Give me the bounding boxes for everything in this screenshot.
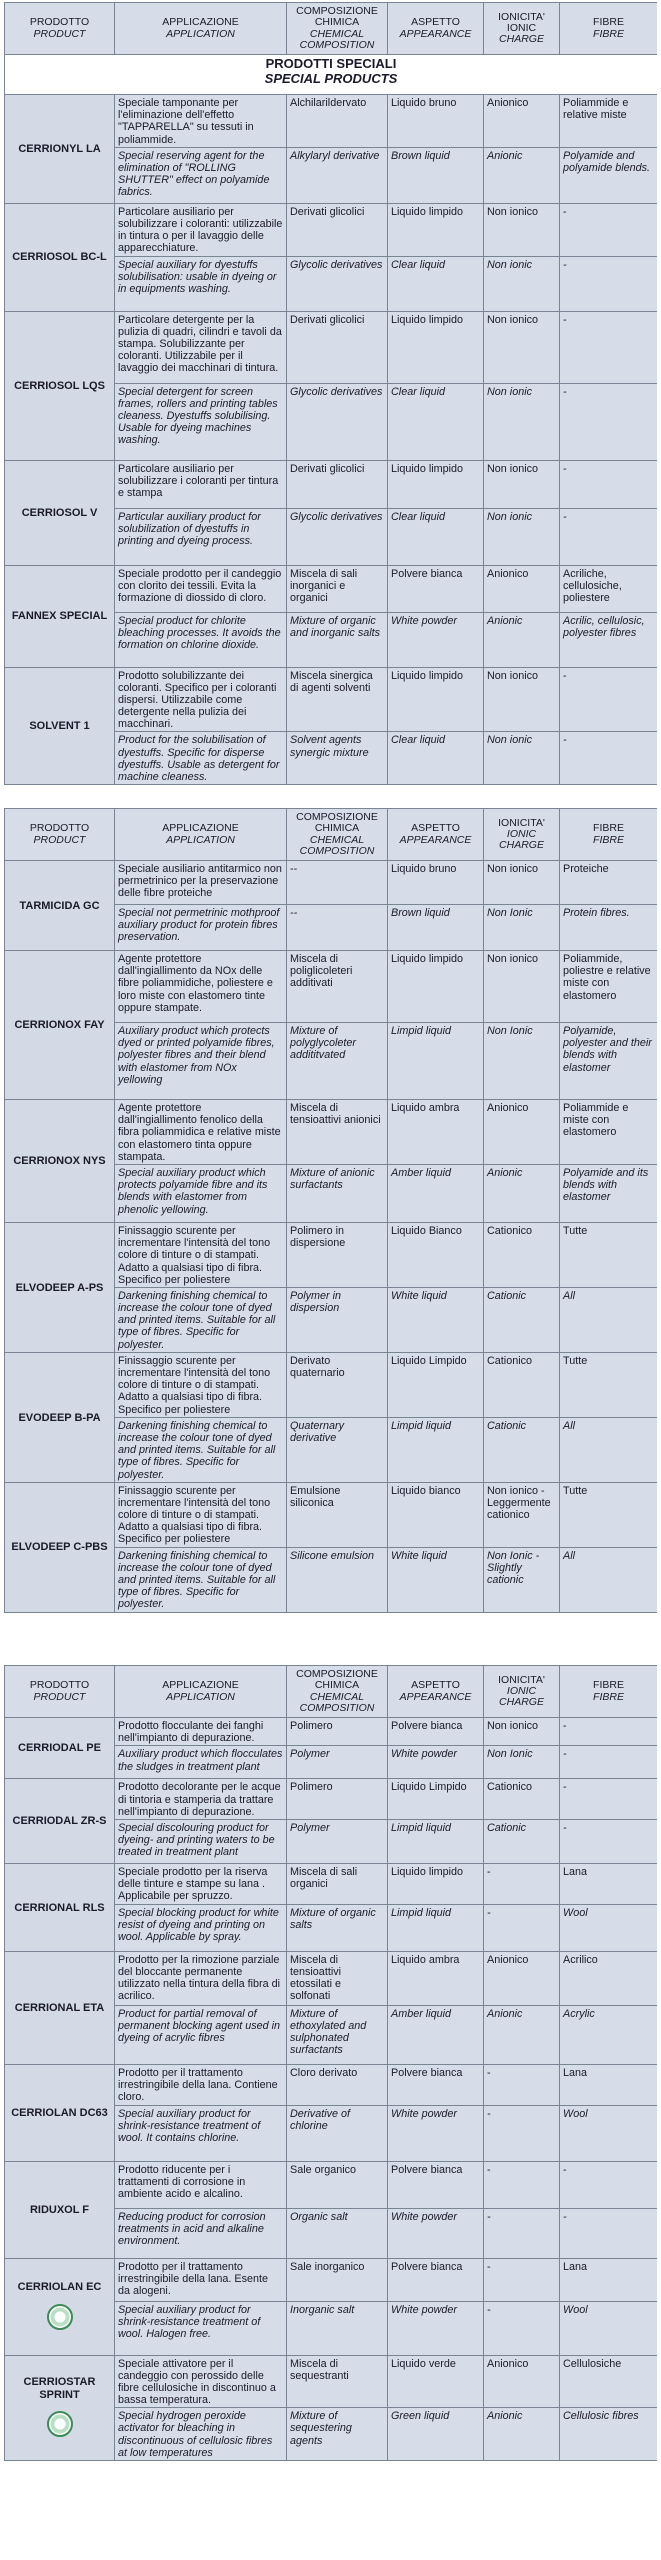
appearance-it: Liquido limpido [388, 951, 484, 1023]
header-appearance: ASPETTO APPEARANCE [388, 3, 484, 55]
composition-en: Derivative of chlorine [287, 2105, 388, 2161]
table-row [5, 1863, 658, 1904]
appearance-it: Polvere bianca [388, 565, 484, 612]
charge-en: Non Ionic [484, 1746, 560, 1779]
charge-en: - [484, 2105, 560, 2161]
application-it: Speciale ausiliario antitarmico non permetrinico per la preservazione delle fibre proteiche [115, 861, 287, 905]
product-name [5, 1352, 115, 1482]
header-product: PRODOTTO PRODUCT [5, 3, 115, 55]
charge-en: Non Ionic [484, 905, 560, 951]
product-name [5, 1718, 115, 1779]
charge-it: Cationico [484, 1222, 560, 1287]
fibres-en: Wool [560, 2301, 658, 2355]
fibres-it: Acriliche, cellulosiche, poliestere [560, 565, 658, 612]
charge-it: Anionico [484, 565, 560, 612]
application-it: Agente protettore dall'ingiallimento da NOx delle fibre poliammidiche, poliestere e loro miste con elastomero tinte oppure stampate. [115, 951, 287, 1023]
charge-it: Non ionico [484, 861, 560, 905]
application-en: Special product for chlorite bleaching processes. It avoids the formation on chlorine dioxide. [115, 612, 287, 667]
charge-it: Non ionico [484, 311, 560, 383]
table-row [5, 951, 658, 1023]
product-name-text: CERRIONYL LA [18, 143, 101, 156]
appearance-en: White powder [388, 612, 484, 667]
product-name-text: ELVODEEP C-PBS [11, 1541, 108, 1554]
application-it: Speciale prodotto per la riserva delle tinture e stampe su lana . Applicabile per spruzzo. [115, 1863, 287, 1904]
appearance-it: Liquido bianco [388, 1482, 484, 1547]
fibres-it: - [560, 460, 658, 508]
header-fibres: FIBRE FIBRE [560, 1666, 658, 1718]
composition-en: Mixture of polyglycoleter addititvated [287, 1023, 388, 1100]
product-name [5, 203, 115, 311]
appearance-en: Green liquid [388, 2408, 484, 2461]
fibres-it: Poliammide, poliestre e relative miste con elastomero [560, 951, 658, 1023]
product-name [5, 951, 115, 1100]
application-en: Darkening finishing chemical to increase the colour tone of dyed and printed items. Suitable for all type of fibres. Specific for polyester. [115, 1417, 287, 1482]
product-name-text: EVODEEP B-PA [18, 1411, 101, 1424]
appearance-en: White powder [388, 2208, 484, 2258]
appearance-en: Clear liquid [388, 256, 484, 311]
table-block-special-products [4, 2, 657, 808]
composition-en: Glycolic derivatives [287, 508, 388, 565]
charge-en: Cationic [484, 1417, 560, 1482]
application-it: Speciale tamponante per l'eliminazione dell'effetto "TAPPARELLA" su tessuti in poliammide. [115, 95, 287, 148]
fibres-it: Tutte [560, 1222, 658, 1287]
application-en: Darkening finishing chemical to increase the colour tone of dyed and printed items. Suitable for all type of fibres. Specific for polyester. [115, 1547, 287, 1612]
fibres-en: Acrylic [560, 2005, 658, 2064]
composition-en: Polymer in dispersion [287, 1287, 388, 1352]
table-row [5, 667, 658, 732]
product-name-text: CERRIOSOL LQS [14, 379, 105, 392]
appearance-en: Brown liquid [388, 905, 484, 951]
product-name [5, 460, 115, 565]
appearance-en: Amber liquid [388, 2005, 484, 2064]
products-table [4, 2, 657, 785]
fibres-en: - [560, 2208, 658, 2258]
charge-en: Anionic [484, 612, 560, 667]
composition-en: Polymer [287, 1746, 388, 1779]
product-name [5, 2258, 115, 2355]
product-name-text: CERRIOSOL V [21, 506, 98, 519]
composition-it: Miscela di poliglicoleteri additivati [287, 951, 388, 1023]
application-en: Product for the solubilisation of dyestuffs. Specific for disperse dyestuffs. Usable as detergent for machine cleaness. [115, 732, 287, 785]
header-fibres: FIBRE FIBRE [560, 809, 658, 861]
appearance-it: Liquido limpido [388, 667, 484, 732]
application-it: Prodotto per il trattamento irrestringibile della lana. Esente da alogeni. [115, 2258, 287, 2301]
charge-it: Anionico [484, 1951, 560, 2005]
table-header-row [5, 809, 658, 861]
header-composition: COMPOSIZIONE CHIMICA CHEMICAL COMPOSITION [287, 3, 388, 55]
appearance-en: White powder [388, 2301, 484, 2355]
table-row [5, 460, 658, 508]
fibres-it: - [560, 203, 658, 256]
fibres-en: Polyamide, polyester and their blends with elastomer [560, 1023, 658, 1100]
composition-en: Mixture of organic salts [287, 1904, 388, 1951]
product-name [5, 1863, 115, 1951]
charge-en: - [484, 2208, 560, 2258]
charge-en: Cationic [484, 1287, 560, 1352]
composition-en: Solvent agents synergic mixture [287, 732, 388, 785]
appearance-en: White powder [388, 2105, 484, 2161]
application-en: Darkening finishing chemical to increase the colour tone of dyed and printed items. Suitable for all type of fibres. Specific for polyester. [115, 1287, 287, 1352]
product-name [5, 2161, 115, 2258]
charge-en: Anionic [484, 2408, 560, 2461]
application-it: Finissaggio scurente per incrementare l'intensità del tono colore di tinture o di stampati. Adatto a qualsiasi tipo di fibra. Specifico per poliestere [115, 1222, 287, 1287]
table-block-2 [4, 808, 657, 1655]
application-it: Prodotto decolorante per le acque di tintoria e stamperia da trattare nell'impianto di depurazione. [115, 1779, 287, 1820]
table-row [5, 1222, 658, 1287]
application-en: Reducing product for corrosion treatments in acid and alkaline environment. [115, 2208, 287, 2258]
application-en: Special auxiliary product for shrink-resistance treatment of wool. It contains chlorine. [115, 2105, 287, 2161]
appearance-en: Limpid liquid [388, 1819, 484, 1863]
composition-it: Derivato quaternario [287, 1352, 388, 1417]
fibres-it: - [560, 667, 658, 732]
fibres-it: Poliammide e relative miste [560, 95, 658, 148]
products-table-3 [4, 1665, 657, 2461]
product-name-text: CERRIOLAN DC63 [11, 2106, 108, 2119]
composition-en: Polymer [287, 1819, 388, 1863]
fibres-en: Acrilic, cellulosic, polyester fibres [560, 612, 658, 667]
composition-en: Quaternary derivative [287, 1417, 388, 1482]
product-name [5, 1951, 115, 2064]
composition-en: Glycolic derivatives [287, 383, 388, 460]
composition-it: Miscela di tensioattivi anionici [287, 1100, 388, 1165]
application-en: Auxiliary product which protects dyed or printed polyamide fibres, polyester fibres and their blend with elastomer from NOx yellowing [115, 1023, 287, 1100]
composition-en: Silicone emulsion [287, 1547, 388, 1612]
fibres-it: Lana [560, 1863, 658, 1904]
charge-en: Anionic [484, 2005, 560, 2064]
composition-en: Mixture of ethoxylated and sulphonated surfactants [287, 2005, 388, 2064]
table-row [5, 2064, 658, 2105]
composition-it: Polimero [287, 1779, 388, 1820]
table-row [5, 203, 658, 256]
charge-en: Non Ionic - Slightly cationic [484, 1547, 560, 1612]
charge-en: Non ionic [484, 732, 560, 785]
appearance-en: Clear liquid [388, 732, 484, 785]
application-en: Special auxiliary product which protects polyamide fibre and its blends with elastomer from phenolic yellowing. [115, 1164, 287, 1222]
composition-it: Polimero in dispersione [287, 1222, 388, 1287]
appearance-it: Liquido limpido [388, 311, 484, 383]
appearance-en: Amber liquid [388, 1164, 484, 1222]
fibres-it: Cellulosiche [560, 2355, 658, 2408]
fibres-en: Wool [560, 2105, 658, 2161]
application-it: Finissaggio scurente per incrementare l'intensità del tono colore di tinture o di stampati. Adatto a qualsiasi tipo di fibra. Specifico per poliestere [115, 1352, 287, 1417]
charge-en: Anionic [484, 1164, 560, 1222]
product-name [5, 667, 115, 785]
composition-it: Miscela di sali inorganici e organici [287, 565, 388, 612]
table-row [5, 2355, 658, 2408]
application-it: Prodotto flocculante dei fanghi nell'impianto di depurazione. [115, 1718, 287, 1746]
table-row [5, 861, 658, 905]
charge-en: - [484, 1904, 560, 1951]
product-name [5, 861, 115, 951]
appearance-it: Liquido bruno [388, 861, 484, 905]
composition-en: -- [287, 905, 388, 951]
fibres-en: Cellulosic fibres [560, 2408, 658, 2461]
table-row [5, 1482, 658, 1547]
application-it: Finissaggio scurente per incrementare l'intensità del tono colore di tinture o di stampati. Adatto a qualsiasi tipo di fibra. Specifico per poliestere [115, 1482, 287, 1547]
appearance-it: Polvere bianca [388, 1718, 484, 1746]
table-row [5, 1718, 658, 1746]
application-en: Special not permetrinic mothproof auxiliary product for protein fibres preservation. [115, 905, 287, 951]
header-composition: COMPOSIZIONE CHIMICA CHEMICAL COMPOSITION [287, 809, 388, 861]
product-name-text: FANNEX SPECIAL [11, 610, 108, 623]
charge-it: Non ionico [484, 951, 560, 1023]
table-row [5, 1951, 658, 2005]
appearance-en: Limpid liquid [388, 1904, 484, 1951]
product-name-text: ELVODEEP A-PS [15, 1281, 104, 1294]
charge-en: - [484, 2301, 560, 2355]
charge-it: Non ionico [484, 667, 560, 732]
application-it: Particolare ausiliario per solubilizzare i coloranti: utilizzabile in tintura o per il lavaggio delle apparecchiature. [115, 203, 287, 256]
composition-it: Polimero [287, 1718, 388, 1746]
product-name-text: CERRIOLAN EC [17, 2281, 102, 2294]
table-row [5, 2161, 658, 2208]
header-product: PRODOTTO PRODUCT [5, 809, 115, 861]
product-name [5, 1100, 115, 1223]
appearance-it: Liquido Bianco [388, 1222, 484, 1287]
application-en: Special reserving agent for the elimination of "ROLLING SHUTTER" effect on polyamide fabrics. [115, 147, 287, 203]
products-table-2 [4, 808, 657, 1613]
header-charge: IONICITA' IONIC CHARGE [484, 3, 560, 55]
appearance-it: Polvere bianca [388, 2064, 484, 2105]
application-en: Special auxiliary for dyestuffs solubilisation: usable in dyeing or in equipments washing. [115, 256, 287, 311]
composition-it: Derivati glicolici [287, 203, 388, 256]
application-it: Prodotto riducente per i trattamenti di corrosione in ambiente acido e alcalino. [115, 2161, 287, 2208]
charge-it: - [484, 2258, 560, 2301]
section-title-row [5, 55, 658, 95]
appearance-it: Liquido limpido [388, 203, 484, 256]
charge-en: Non ionic [484, 508, 560, 565]
appearance-en: White liquid [388, 1287, 484, 1352]
header-application: APPLICAZIONE APPLICATION [115, 3, 287, 55]
fibres-en: All [560, 1417, 658, 1482]
composition-en: Mixture of anionic surfactants [287, 1164, 388, 1222]
application-en: Particular auxiliary product for solubilization of dyestuffs in printing and dyeing process. [115, 508, 287, 565]
fibres-it: Poliammide e miste con elastomero [560, 1100, 658, 1165]
product-name [5, 1222, 115, 1352]
fibres-en: Polyamide and polyamide blends. [560, 147, 658, 203]
charge-it: Non ionico [484, 1718, 560, 1746]
charge-it: - [484, 1863, 560, 1904]
composition-en: Organic salt [287, 2208, 388, 2258]
product-name-text: CERRIONAL RLS [14, 1901, 105, 1914]
application-it: Prodotto per la rimozione parziale del bloccante permanente utilizzato nella tintura della fibra di acrilico. [115, 1951, 287, 2005]
product-name-text: SOLVENT 1 [29, 720, 90, 733]
fibres-en: All [560, 1287, 658, 1352]
application-en: Special detergent for screen frames, rollers and printing tables cleaness. Dyestuffs solubilising. Usable for dyeing machines washing. [115, 383, 287, 460]
product-name [5, 565, 115, 667]
header-application: APPLICAZIONE APPLICATION [115, 1666, 287, 1718]
fibres-it: - [560, 1779, 658, 1820]
header-product: PRODOTTO PRODUCT [5, 1666, 115, 1718]
composition-it: Miscela di tensioattivi etossilati e solfonati [287, 1951, 388, 2005]
fibres-en: - [560, 508, 658, 565]
composition-it: Sale inorganico [287, 2258, 388, 2301]
composition-it: Derivati glicolici [287, 460, 388, 508]
appearance-en: Clear liquid [388, 383, 484, 460]
table-row [5, 565, 658, 612]
product-name [5, 95, 115, 204]
table-header-row [5, 1666, 658, 1718]
appearance-it: Polvere bianca [388, 2258, 484, 2301]
charge-en: Cationic [484, 1819, 560, 1863]
product-name-text: RIDUXOL F [29, 2203, 90, 2216]
application-it: Prodotto per il trattamento irrestringibile della lana. Contiene cloro. [115, 2064, 287, 2105]
product-name-text: CERRIOSTAR SPRINT [23, 2376, 96, 2401]
certification-logo-icon [47, 2304, 73, 2330]
charge-it: Cationico [484, 1779, 560, 1820]
application-en: Special hydrogen peroxide activator for bleaching in discontinuous of cellulosic fibres at low temperatures [115, 2408, 287, 2461]
table-row [5, 1779, 658, 1820]
fibres-it: - [560, 311, 658, 383]
product-name-text: CERRIONOX FAY [14, 1019, 105, 1032]
appearance-en: White liquid [388, 1547, 484, 1612]
composition-it: Miscela sinergica di agenti solventi [287, 667, 388, 732]
fibres-en: All [560, 1547, 658, 1612]
appearance-it: Liquido verde [388, 2355, 484, 2408]
section-title: PRODOTTI SPECIALI SPECIAL PRODUCTS [5, 55, 658, 95]
application-en: Product for partial removal of permanent blocking agent used in dyeing of acrylic fibres [115, 2005, 287, 2064]
product-name [5, 1482, 115, 1612]
charge-it: Anionico [484, 95, 560, 148]
composition-en: Mixture of sequestering agents [287, 2408, 388, 2461]
header-fibres: FIBRE FIBRE [560, 3, 658, 55]
product-name-text: CERRIODAL ZR-S [12, 1815, 107, 1828]
header-charge: IONICITA' IONIC CHARGE [484, 1666, 560, 1718]
header-application: APPLICAZIONE APPLICATION [115, 809, 287, 861]
composition-en: Inorganic salt [287, 2301, 388, 2355]
fibres-it: Acrilico [560, 1951, 658, 2005]
table-block-3 [4, 1665, 657, 2558]
table-row [5, 95, 658, 148]
charge-it: Cationico [484, 1352, 560, 1417]
appearance-en: Clear liquid [388, 508, 484, 565]
table-row [5, 1352, 658, 1417]
appearance-it: Liquido Limpido [388, 1779, 484, 1820]
appearance-en: White powder [388, 1746, 484, 1779]
charge-it: - [484, 2064, 560, 2105]
appearance-it: Polvere bianca [388, 2161, 484, 2208]
application-it: Particolare detergente per la pulizia di quadri, cilindri e tavoli da stampa. Solubilizzante per coloranti. Utilizzabile per il lavaggio dei macchinari di tintura. [115, 311, 287, 383]
application-it: Speciale prodotto per il candeggio con clorito dei tessili. Evita la formazione di diossido di cloro. [115, 565, 287, 612]
fibres-it: - [560, 2161, 658, 2208]
table-row [5, 2258, 658, 2301]
fibres-it: Tutte [560, 1482, 658, 1547]
appearance-it: Liquido limpido [388, 1863, 484, 1904]
fibres-en: - [560, 256, 658, 311]
application-it: Agente protettore dall'ingiallimento fenolico della fibra poliammidica e relative miste con elastomero tinta oppure stampata. [115, 1100, 287, 1165]
application-it: Particolare ausiliario per solubilizzare i coloranti per tintura e stampa [115, 460, 287, 508]
fibres-en: - [560, 1746, 658, 1779]
fibres-en: - [560, 732, 658, 785]
fibres-en: - [560, 383, 658, 460]
composition-it: Emulsione siliconica [287, 1482, 388, 1547]
appearance-it: Liquido bruno [388, 95, 484, 148]
application-en: Special auxiliary product for shrink-resistance treatment of wool. Halogen free. [115, 2301, 287, 2355]
table-header-row [5, 3, 658, 55]
composition-it: Cloro derivato [287, 2064, 388, 2105]
charge-en: Non ionic [484, 383, 560, 460]
composition-it: Derivati glicolici [287, 311, 388, 383]
header-appearance: ASPETTO APPEARANCE [388, 1666, 484, 1718]
product-name-text: CERRIODAL PE [18, 1742, 101, 1755]
appearance-en: Limpid liquid [388, 1023, 484, 1100]
fibres-it: Lana [560, 2064, 658, 2105]
product-name [5, 1779, 115, 1864]
composition-en: Mixture of organic and inorganic salts [287, 612, 388, 667]
header-composition: COMPOSIZIONE CHIMICA CHEMICAL COMPOSITION [287, 1666, 388, 1718]
header-appearance: ASPETTO APPEARANCE [388, 809, 484, 861]
header-charge: IONICITA' IONIC CHARGE [484, 809, 560, 861]
product-name-text: CERRIONAL ETA [14, 2001, 105, 2014]
table-row [5, 1100, 658, 1165]
composition-it: Alchilarildervato [287, 95, 388, 148]
charge-it: Non ionico - Leggermente cationico [484, 1482, 560, 1547]
appearance-en: Brown liquid [388, 147, 484, 203]
application-en: Special blocking product for white resist of dyeing and printing on wool. Applicable by spray. [115, 1904, 287, 1951]
composition-it: Sale organico [287, 2161, 388, 2208]
appearance-it: Liquido ambra [388, 1100, 484, 1165]
charge-en: Non ionic [484, 256, 560, 311]
product-name-text: TARMICIDA GC [19, 899, 100, 912]
composition-it: Miscela di sequestranti [287, 2355, 388, 2408]
composition-it: -- [287, 861, 388, 905]
composition-en: Glycolic derivatives [287, 256, 388, 311]
charge-it: Non ionico [484, 203, 560, 256]
charge-en: Non Ionic [484, 1023, 560, 1100]
fibres-it: Lana [560, 2258, 658, 2301]
appearance-it: Liquido Limpido [388, 1352, 484, 1417]
fibres-en: Wool [560, 1904, 658, 1951]
charge-en: Anionic [484, 147, 560, 203]
product-name [5, 311, 115, 460]
composition-en: Alkylaryl derivative [287, 147, 388, 203]
table-row [5, 311, 658, 383]
fibres-it: Proteiche [560, 861, 658, 905]
fibres-en: - [560, 1819, 658, 1863]
fibres-en: Protein fibres. [560, 905, 658, 951]
appearance-it: Liquido limpido [388, 460, 484, 508]
fibres-en: Polyamide and its blends with elastomer [560, 1164, 658, 1222]
application-en: Auxiliary product which flocculates the sludges in treatment plant [115, 1746, 287, 1779]
charge-it: Anionico [484, 2355, 560, 2408]
application-it: Prodotto solubilizzante dei coloranti. Specifico per i coloranti dispersi. Utilizzabile come detergente nella pulizia dei macchinari. [115, 667, 287, 732]
fibres-it: - [560, 1718, 658, 1746]
product-name-text: CERRIOSOL BC-L [12, 251, 107, 264]
composition-it: Miscela di sali organici [287, 1863, 388, 1904]
appearance-it: Liquido ambra [388, 1951, 484, 2005]
product-name [5, 2355, 115, 2461]
charge-it: Anionico [484, 1100, 560, 1165]
fibres-it: Tutte [560, 1352, 658, 1417]
application-en: Special discolouring product for dyeing- and printing waters to be treated in treatment plant [115, 1819, 287, 1863]
appearance-en: Limpid liquid [388, 1417, 484, 1482]
product-name-text: CERRIONOX NYS [13, 1155, 106, 1168]
charge-it: Non ionico [484, 460, 560, 508]
product-name [5, 2064, 115, 2161]
certification-logo-icon [47, 2411, 73, 2437]
charge-it: - [484, 2161, 560, 2208]
application-it: Speciale attivatore per il candeggio con perossido delle fibre cellulosiche in discontinuo a bassa temperatura. [115, 2355, 287, 2408]
